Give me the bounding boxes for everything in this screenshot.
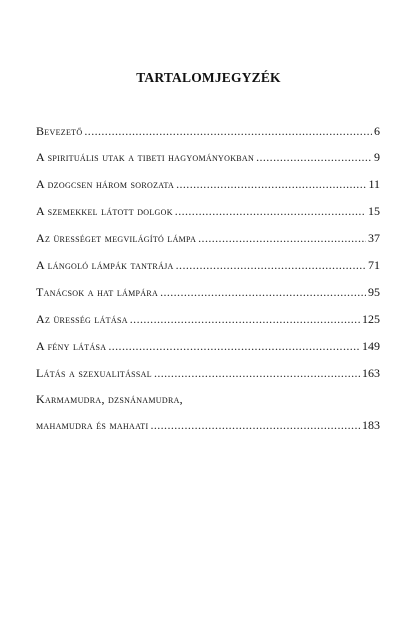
- toc-entry-first-line: [36, 392, 380, 408]
- toc-entry-page: 163: [362, 366, 380, 380]
- toc-dot-leader: [256, 150, 372, 165]
- toc-dot-leader: [84, 124, 372, 139]
- toc-entry-title: A spirituális utak a tibeti hagyományokban: [36, 150, 255, 164]
- toc-entry-page: 95: [368, 285, 380, 299]
- toc-entry: [36, 312, 380, 328]
- toc-dot-leader: [176, 177, 366, 192]
- toc-entry-page: 15: [368, 204, 380, 218]
- toc-entry: [36, 150, 380, 166]
- toc-entry-page: 149: [362, 339, 380, 353]
- toc-entry-title: mahamudra és mahaati: [36, 418, 149, 432]
- toc-dot-leader: [160, 285, 366, 300]
- toc-entry-title: Tanácsok a hat lámpára: [36, 285, 159, 299]
- toc-dot-leader: [198, 231, 366, 246]
- toc-entry: [36, 204, 380, 220]
- toc-entry: [36, 124, 380, 140]
- toc-dot-leader: [175, 204, 366, 219]
- toc-entry-page: 9: [374, 150, 380, 164]
- toc-entry-title: A fény látása: [36, 339, 107, 353]
- toc-entry-title: Az üresség látása: [36, 312, 128, 326]
- toc-heading: TARTALOMJEGYZÉK: [136, 70, 281, 85]
- toc-entry-title: A dzogcsen három sorozata: [36, 177, 175, 191]
- toc-entry-title: Látás a szexualitással: [36, 366, 152, 380]
- toc-entry: [36, 339, 380, 355]
- toc-entry-title: A lángoló lámpák tantrája: [36, 258, 174, 272]
- toc-dot-leader: [130, 312, 360, 327]
- toc-dot-leader: [150, 418, 360, 433]
- toc-entry-page: 37: [368, 231, 380, 245]
- toc-dot-leader: [108, 339, 360, 354]
- toc-entry-page: 71: [368, 258, 380, 272]
- toc-entry-title: Az ürességet megvilágító lámpa: [36, 231, 197, 245]
- toc-entry-title: Bevezető: [36, 124, 83, 138]
- toc-entry-title: Karmamudra, dzsnánamudra,: [36, 392, 183, 406]
- toc-entry: [36, 258, 380, 274]
- toc-entry-page: 125: [362, 312, 380, 326]
- toc-entry-title: A szemekkel látott dolgok: [36, 204, 173, 218]
- toc-entry: [36, 366, 380, 382]
- toc-dot-leader: [154, 366, 360, 381]
- toc-entry-page: 6: [374, 124, 380, 138]
- toc-entry: [36, 285, 380, 301]
- toc-entry: [36, 231, 380, 247]
- toc-entry: [36, 418, 380, 434]
- toc-dot-leader: [176, 258, 366, 273]
- toc-entry-page: 11: [368, 177, 380, 191]
- toc-entry: [36, 177, 380, 193]
- toc-entry-page: 183: [362, 418, 380, 432]
